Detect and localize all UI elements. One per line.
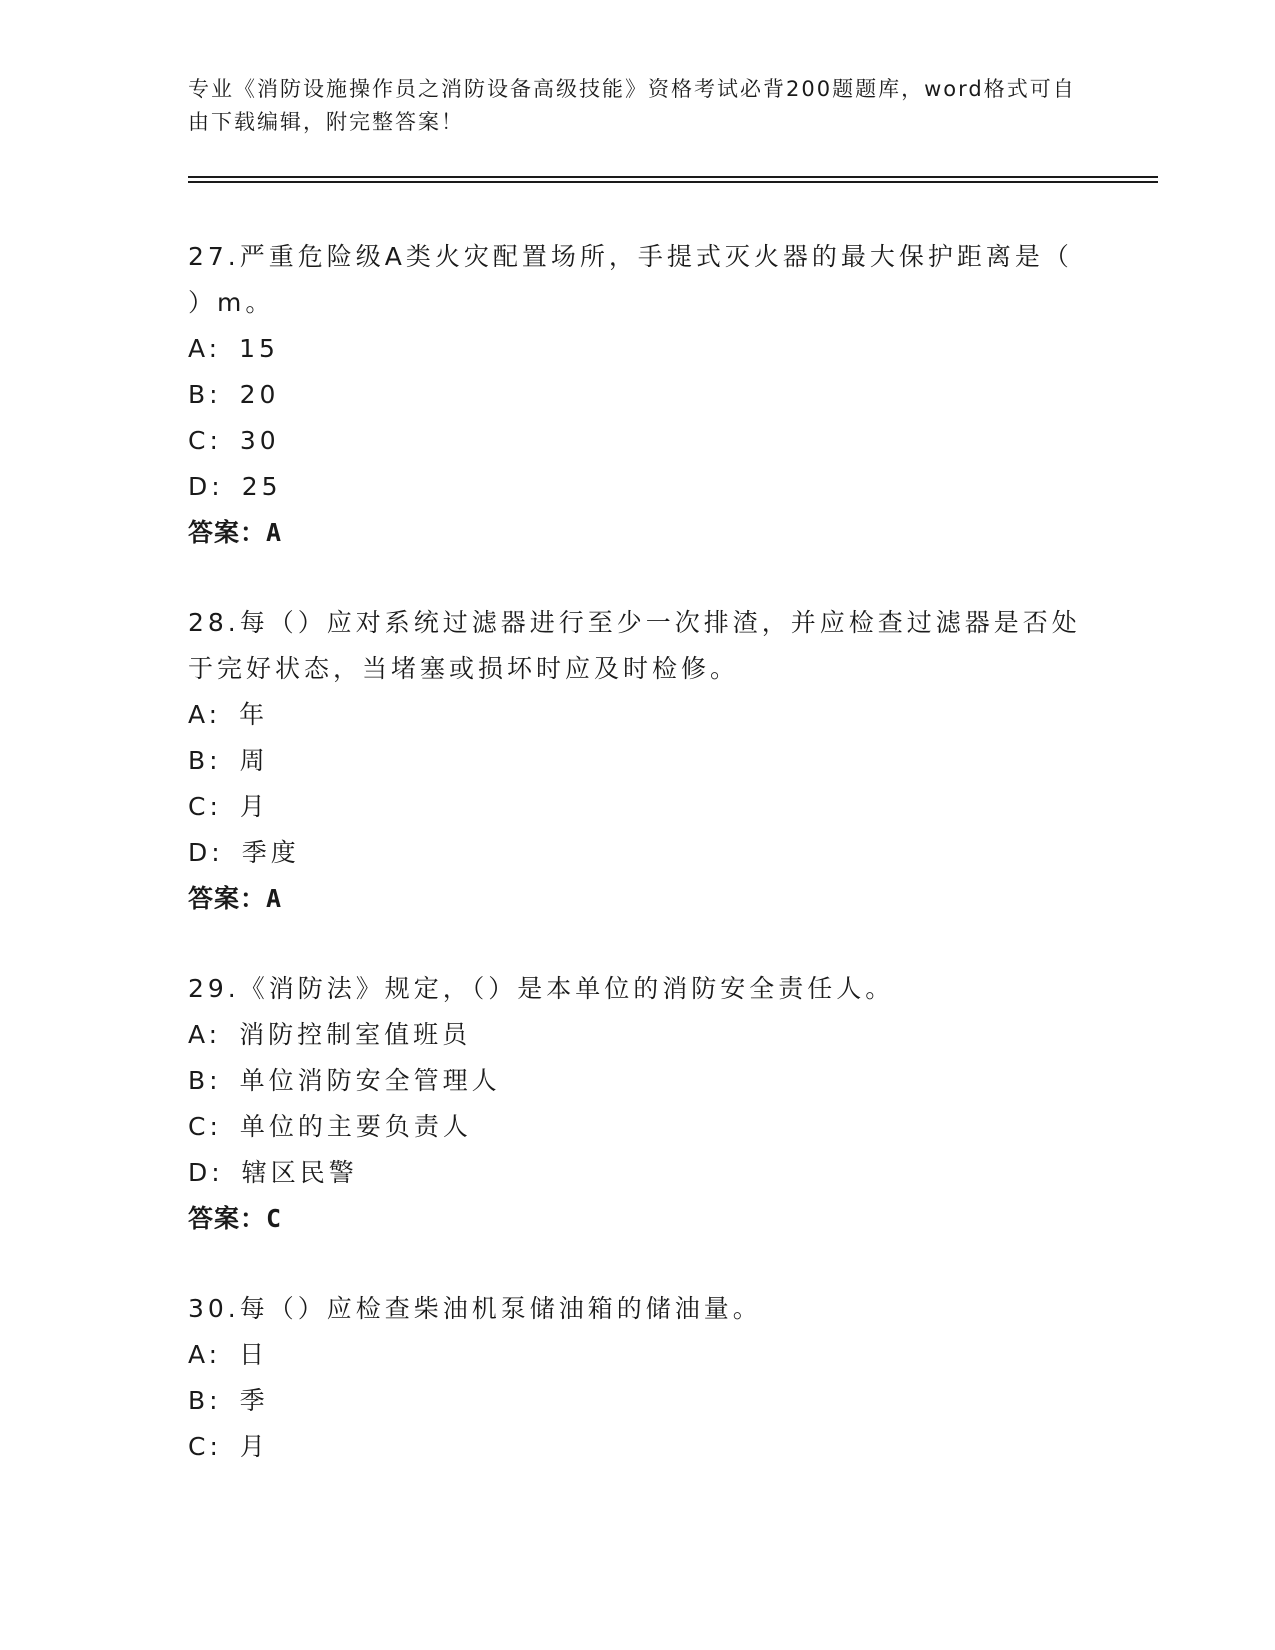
option-value: 20 xyxy=(239,380,280,409)
document-header xyxy=(188,73,1088,139)
option-d xyxy=(188,830,1088,876)
header-title: 专业《消防设施操作员之消防设备高级技能》资格考试必背200题题库，word格式可自由下载编辑，附完整答案！ xyxy=(188,77,1076,134)
option-key: A: xyxy=(188,1340,222,1369)
option-key: B: xyxy=(188,746,222,775)
answer-line: 答案：A xyxy=(188,884,283,913)
option-value: 季度 xyxy=(241,838,300,867)
option-key: D: xyxy=(188,1158,224,1187)
option-value: 季 xyxy=(239,1386,269,1415)
option-b xyxy=(188,372,1088,418)
option-c xyxy=(188,418,1088,464)
option-value: 30 xyxy=(239,426,280,455)
option-c xyxy=(188,1424,1088,1470)
option-value: 辖区民警 xyxy=(241,1158,358,1187)
question-text: 28.每（）应对系统过滤器进行至少一次排渣，并应检查过滤器是否处于完好状态，当堵塞或损坏时应及时检修。 xyxy=(188,608,1081,683)
option-key: B: xyxy=(188,1386,222,1415)
question-29 xyxy=(188,966,1088,1242)
option-key: A: xyxy=(188,1020,222,1049)
option-value: 单位的主要负责人 xyxy=(239,1112,472,1141)
question-text: 30.每（）应检查柴油机泵储油箱的储油量。 xyxy=(188,1294,762,1323)
option-b xyxy=(188,1378,1088,1424)
option-value: 15 xyxy=(239,334,279,363)
option-key: D: xyxy=(188,472,224,501)
option-value: 25 xyxy=(241,472,282,501)
option-value: 周 xyxy=(239,746,269,775)
option-key: C: xyxy=(188,1432,222,1461)
option-a xyxy=(188,1012,1088,1058)
option-c xyxy=(188,784,1088,830)
option-key: A: xyxy=(188,334,222,363)
option-b xyxy=(188,1058,1088,1104)
option-a xyxy=(188,692,1088,738)
header-rule-bottom xyxy=(188,181,1158,183)
question-30 xyxy=(188,1286,1088,1470)
option-a xyxy=(188,326,1088,372)
option-key: B: xyxy=(188,380,222,409)
option-c xyxy=(188,1104,1088,1150)
option-a xyxy=(188,1332,1088,1378)
question-28 xyxy=(188,600,1088,922)
header-rule-top xyxy=(188,176,1158,178)
option-key: C: xyxy=(188,792,222,821)
option-value: 月 xyxy=(239,1432,269,1461)
option-b xyxy=(188,738,1088,784)
answer-line: 答案：C xyxy=(188,1204,283,1233)
answer-line: 答案：A xyxy=(188,518,283,547)
option-d xyxy=(188,1150,1088,1196)
option-value: 单位消防安全管理人 xyxy=(239,1066,501,1095)
option-value: 月 xyxy=(239,792,269,821)
option-key: D: xyxy=(188,838,224,867)
option-key: B: xyxy=(188,1066,222,1095)
option-d xyxy=(188,464,1088,510)
option-value: 年 xyxy=(239,700,269,729)
option-key: C: xyxy=(188,1112,222,1141)
option-key: C: xyxy=(188,426,222,455)
option-value: 消防控制室值班员 xyxy=(239,1020,472,1049)
question-27 xyxy=(188,234,1088,556)
option-key: A: xyxy=(188,700,222,729)
question-text: 27.严重危险级A类火灾配置场所，手提式灭火器的最大保护距离是（ ）m。 xyxy=(188,242,1073,317)
option-value: 日 xyxy=(239,1340,269,1369)
question-text: 29.《消防法》规定，（）是本单位的消防安全责任人。 xyxy=(188,974,895,1003)
